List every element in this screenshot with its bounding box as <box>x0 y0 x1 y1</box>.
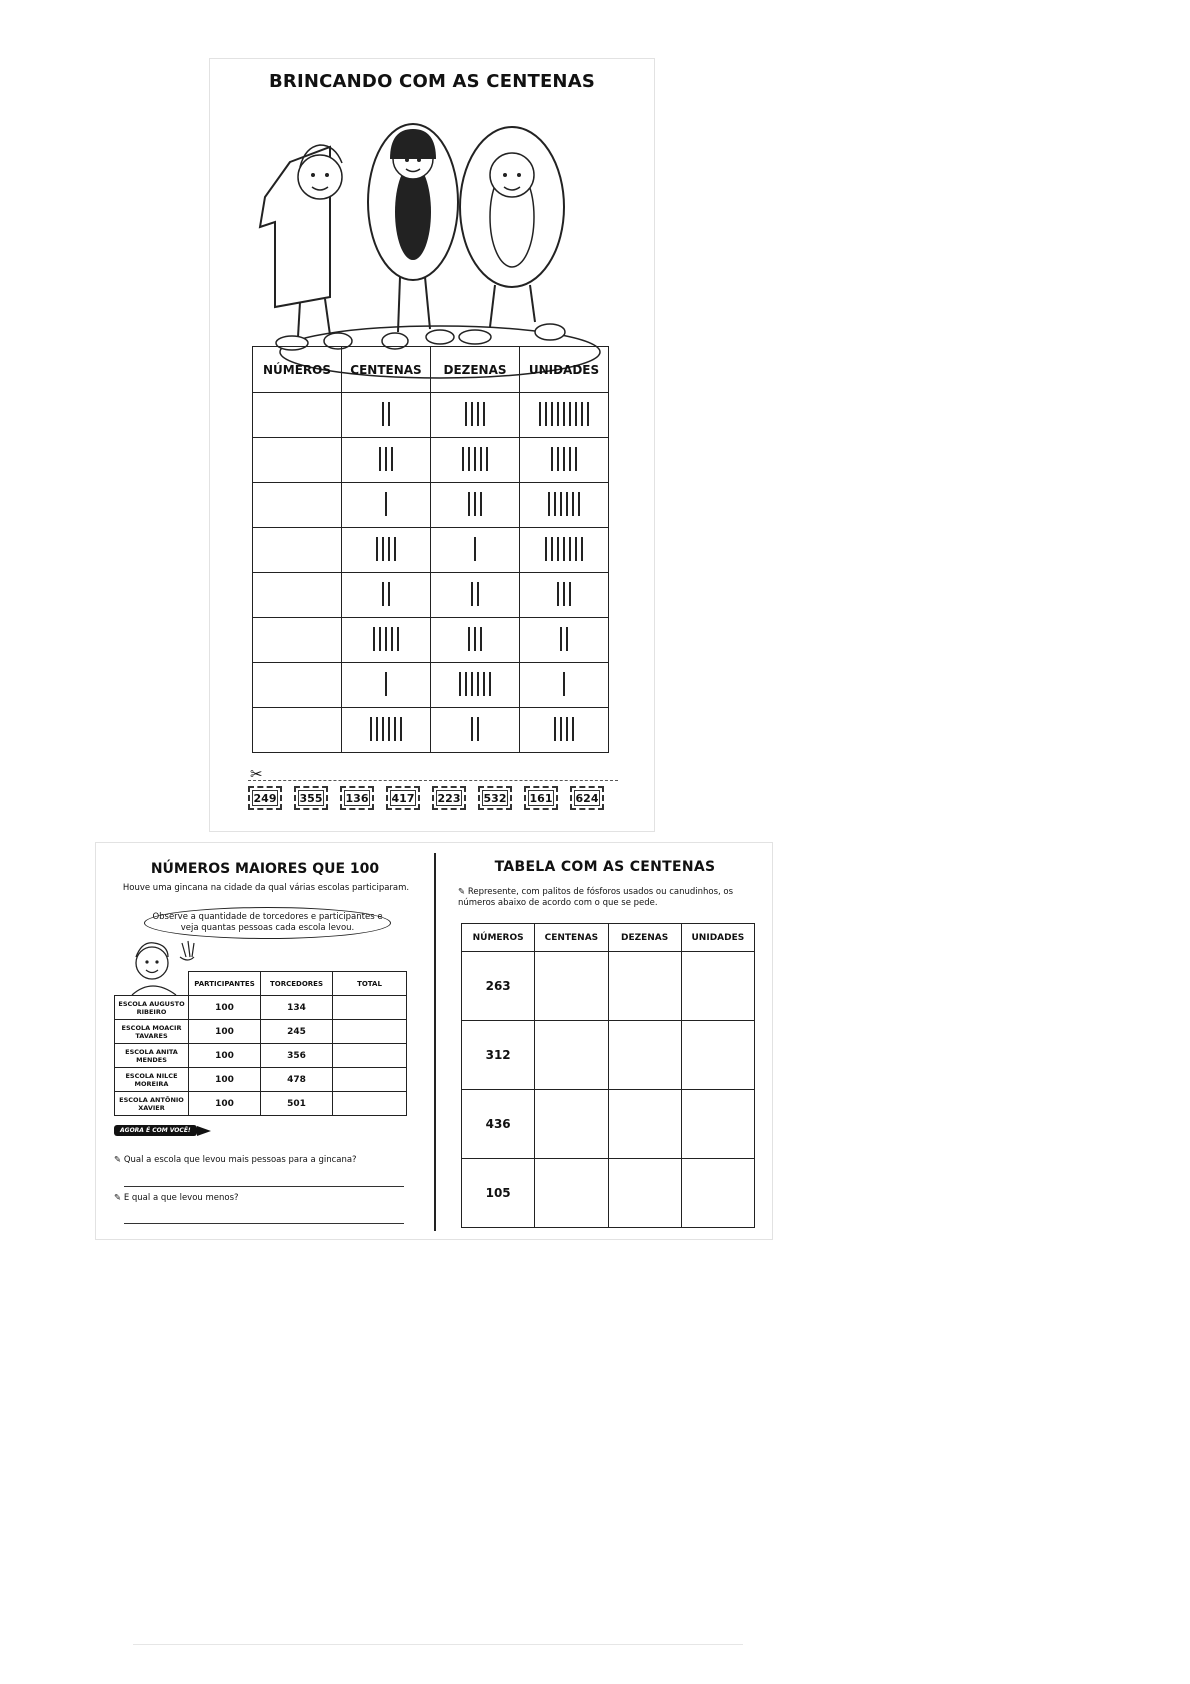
tally-marks <box>468 491 482 517</box>
tally-mark <box>477 672 479 696</box>
tally-mark <box>569 402 571 426</box>
dezenas-tally-cell <box>431 393 520 438</box>
table-row <box>115 1044 407 1068</box>
tally-mark <box>471 402 473 426</box>
table-row <box>253 483 609 528</box>
total-answer-cell[interactable] <box>333 1092 407 1116</box>
header-centenas: CENTENAS <box>535 924 608 952</box>
torcedores-value: 134 <box>261 996 333 1020</box>
number-card[interactable]: 136 <box>340 786 374 810</box>
tally-mark <box>477 582 479 606</box>
tally-mark <box>569 537 571 561</box>
tally-marks <box>370 716 402 742</box>
tally-mark <box>563 402 565 426</box>
tally-mark <box>385 492 387 516</box>
tally-table <box>252 346 609 753</box>
centenas-answer-cell[interactable] <box>535 1021 608 1090</box>
total-answer-cell[interactable] <box>333 1044 407 1068</box>
dezenas-answer-cell[interactable] <box>608 952 681 1021</box>
tally-mark <box>545 537 547 561</box>
left-intro: Houve uma gincana na cidade da qual várias escolas participaram. <box>122 883 410 893</box>
tally-mark <box>483 672 485 696</box>
table-row <box>253 393 609 438</box>
dezenas-answer-cell[interactable] <box>608 1159 681 1228</box>
tally-mark <box>382 402 384 426</box>
tally-mark <box>551 537 553 561</box>
number-answer-cell[interactable] <box>253 573 342 618</box>
tally-mark <box>554 492 556 516</box>
tally-mark <box>376 717 378 741</box>
tally-mark <box>560 717 562 741</box>
tally-mark <box>569 447 571 471</box>
question-1 <box>114 1155 357 1165</box>
dezenas-tally-cell <box>431 528 520 573</box>
gincana-table <box>114 971 407 1116</box>
tally-mark <box>563 447 565 471</box>
tally-mark <box>569 582 571 606</box>
header-total: TOTAL <box>333 972 407 996</box>
pencil-icon: ✎ <box>458 887 466 897</box>
header-unidades: UNIDADES <box>520 347 609 393</box>
tally-marks <box>385 671 387 697</box>
tally-mark <box>376 537 378 561</box>
number-value: 312 <box>462 1021 535 1090</box>
total-answer-cell[interactable] <box>333 1068 407 1092</box>
right-instructions-text: Represente, com palitos de fósforos usados ou canudinhos, os números abaixo de acordo com o que se pede. <box>458 887 734 908</box>
header-unidades: UNIDADES <box>681 924 754 952</box>
table-row <box>462 1090 755 1159</box>
number-answer-cell[interactable] <box>253 438 342 483</box>
dezenas-answer-cell[interactable] <box>608 1021 681 1090</box>
tally-mark <box>382 582 384 606</box>
tally-marks <box>459 671 491 697</box>
tally-mark <box>551 402 553 426</box>
unidades-tally-cell <box>520 528 609 573</box>
tally-mark <box>480 627 482 651</box>
number-card[interactable]: 417 <box>386 786 420 810</box>
tally-marks <box>548 491 580 517</box>
centenas-tally-cell <box>342 528 431 573</box>
centenas-tally-cell <box>342 573 431 618</box>
torcedores-value: 478 <box>261 1068 333 1092</box>
tally-mark <box>465 402 467 426</box>
header-numeros: NÚMEROS <box>462 924 535 952</box>
unidades-tally-cell <box>520 618 609 663</box>
header-centenas: CENTENAS <box>342 347 431 393</box>
tally-mark <box>468 492 470 516</box>
table-row <box>115 1092 407 1116</box>
answer-line-1[interactable] <box>124 1186 404 1187</box>
unidades-tally-cell <box>520 438 609 483</box>
speech-bubble: Observe a quantidade de torcedores e participantes e veja quantas pessoas cada escola levou. <box>144 907 391 939</box>
total-answer-cell[interactable] <box>333 1020 407 1044</box>
tally-marks <box>539 401 589 427</box>
tally-mark <box>397 627 399 651</box>
table-row <box>462 1159 755 1228</box>
school-name: ESCOLA ANTÔNIO XAVIER <box>115 1092 189 1116</box>
number-answer-cell[interactable] <box>253 528 342 573</box>
question-2 <box>114 1193 239 1203</box>
tally-mark <box>545 402 547 426</box>
unidades-answer-cell[interactable] <box>681 1159 754 1228</box>
torcedores-value: 501 <box>261 1092 333 1116</box>
tally-marks <box>557 581 571 607</box>
tally-mark <box>560 627 562 651</box>
tally-mark <box>560 492 562 516</box>
table-row <box>253 618 609 663</box>
number-card[interactable]: 223 <box>432 786 466 810</box>
tally-mark <box>572 717 574 741</box>
your-turn-banner <box>114 1125 211 1136</box>
centenas-answer-cell[interactable] <box>535 1090 608 1159</box>
tally-mark <box>385 672 387 696</box>
header-torcedores: TORCEDORES <box>261 972 333 996</box>
tally-mark <box>566 627 568 651</box>
school-name: ESCOLA NILCE MOREIRA <box>115 1068 189 1092</box>
worksheet-title: BRINCANDO COM AS CENTENAS <box>268 71 595 92</box>
total-answer-cell[interactable] <box>333 996 407 1020</box>
tally-mark <box>394 537 396 561</box>
dezenas-answer-cell[interactable] <box>608 1090 681 1159</box>
number-answer-cell[interactable] <box>253 708 342 753</box>
centenas-table <box>461 923 755 1228</box>
tally-mark <box>471 672 473 696</box>
school-name: ESCOLA ANITA MENDES <box>115 1044 189 1068</box>
participantes-value: 100 <box>189 1092 261 1116</box>
worksheet-brincando-com-as-centenas <box>209 58 655 832</box>
unidades-tally-cell <box>520 483 609 528</box>
tally-mark <box>468 627 470 651</box>
school-name: ESCOLA MOACIR TAVARES <box>115 1020 189 1044</box>
tally-mark <box>474 537 476 561</box>
tally-mark <box>581 537 583 561</box>
header-dezenas: DEZENAS <box>431 347 520 393</box>
tally-mark <box>388 537 390 561</box>
tally-marks <box>471 716 479 742</box>
tally-mark <box>474 492 476 516</box>
cut-line <box>248 780 618 781</box>
number-card[interactable]: 249 <box>248 786 282 810</box>
tally-mark <box>489 672 491 696</box>
centenas-answer-cell[interactable] <box>535 952 608 1021</box>
tally-marks <box>545 536 583 562</box>
tally-mark <box>477 717 479 741</box>
centenas-tally-cell <box>342 663 431 708</box>
blank-corner <box>115 972 189 996</box>
unidades-tally-cell <box>520 708 609 753</box>
number-card[interactable]: 624 <box>570 786 604 810</box>
tally-mark <box>394 717 396 741</box>
tally-mark <box>471 582 473 606</box>
pencil-arrow-icon <box>197 1126 211 1136</box>
centenas-tally-cell <box>342 393 431 438</box>
question-1-text: Qual a escola que levou mais pessoas para a gincana? <box>123 1155 357 1165</box>
tally-mark <box>391 627 393 651</box>
tally-mark <box>382 537 384 561</box>
tally-mark <box>486 447 488 471</box>
centenas-tally-cell <box>342 708 431 753</box>
tally-marks <box>376 536 396 562</box>
tally-mark <box>578 492 580 516</box>
tally-mark <box>563 582 565 606</box>
tally-marks <box>385 491 387 517</box>
tally-marks <box>563 671 565 697</box>
tally-mark <box>480 492 482 516</box>
number-card[interactable]: 355 <box>294 786 328 810</box>
unidades-answer-cell[interactable] <box>681 952 754 1021</box>
torcedores-value: 245 <box>261 1020 333 1044</box>
tally-mark <box>379 627 381 651</box>
right-title: TABELA COM AS CENTENAS <box>494 859 716 875</box>
tally-mark <box>587 402 589 426</box>
tally-mark <box>572 492 574 516</box>
tally-mark <box>563 672 565 696</box>
tally-mark <box>575 537 577 561</box>
pencil-icon: ✎ <box>114 1155 122 1165</box>
table-row <box>115 1020 407 1044</box>
tally-mark <box>483 402 485 426</box>
tally-marks <box>382 401 390 427</box>
header-participantes: PARTICIPANTES <box>189 972 261 996</box>
number-cards <box>248 786 604 810</box>
participantes-value: 100 <box>189 996 261 1020</box>
tally-mark <box>465 672 467 696</box>
left-title: NÚMEROS MAIORES QUE 100 <box>150 861 380 877</box>
tally-mark <box>388 582 390 606</box>
tally-mark <box>468 447 470 471</box>
kids-holding-100-illustration <box>250 97 620 387</box>
tally-mark <box>459 672 461 696</box>
table-row <box>253 528 609 573</box>
tally-mark <box>474 627 476 651</box>
tally-marks <box>554 716 574 742</box>
tally-mark <box>557 402 559 426</box>
tally-mark <box>462 447 464 471</box>
table-row <box>253 573 609 618</box>
column-divider <box>434 853 436 1231</box>
tally-mark <box>400 717 402 741</box>
unidades-tally-cell <box>520 663 609 708</box>
tally-mark <box>480 447 482 471</box>
header-dezenas: DEZENAS <box>608 924 681 952</box>
right-instructions <box>458 887 758 909</box>
tally-mark <box>385 447 387 471</box>
unidades-tally-cell <box>520 573 609 618</box>
tally-marks <box>468 626 482 652</box>
tally-marks <box>551 446 577 472</box>
tally-mark <box>373 627 375 651</box>
table-row <box>462 952 755 1021</box>
tally-mark <box>563 537 565 561</box>
tally-mark <box>575 447 577 471</box>
tally-marks <box>474 536 476 562</box>
tally-marks <box>382 581 390 607</box>
pencil-icon: ✎ <box>114 1193 122 1203</box>
tally-mark <box>388 402 390 426</box>
tally-mark <box>370 717 372 741</box>
unidades-answer-cell[interactable] <box>681 1090 754 1159</box>
tally-mark <box>575 402 577 426</box>
tally-marks <box>465 401 485 427</box>
dezenas-tally-cell <box>431 573 520 618</box>
number-value: 105 <box>462 1159 535 1228</box>
table-row <box>115 1068 407 1092</box>
tally-mark <box>388 717 390 741</box>
participantes-value: 100 <box>189 1020 261 1044</box>
tally-mark <box>557 447 559 471</box>
tally-marks <box>373 626 399 652</box>
tally-mark <box>539 402 541 426</box>
tally-mark <box>474 447 476 471</box>
tally-marks <box>560 626 568 652</box>
number-answer-cell[interactable] <box>253 663 342 708</box>
centenas-tally-cell <box>342 618 431 663</box>
tally-mark <box>554 717 556 741</box>
tally-mark <box>551 447 553 471</box>
answer-line-2[interactable] <box>124 1223 404 1224</box>
header-numeros: NÚMEROS <box>253 347 342 393</box>
dezenas-tally-cell <box>431 438 520 483</box>
tally-mark <box>379 447 381 471</box>
table-row <box>253 708 609 753</box>
tally-mark <box>385 627 387 651</box>
tally-mark <box>566 717 568 741</box>
table-row <box>253 663 609 708</box>
school-name: ESCOLA AUGUSTO RIBEIRO <box>115 996 189 1020</box>
page-footer-rule <box>133 1644 743 1645</box>
number-answer-cell[interactable] <box>253 483 342 528</box>
tally-mark <box>566 492 568 516</box>
tally-mark <box>557 582 559 606</box>
dezenas-tally-cell <box>431 708 520 753</box>
participantes-value: 100 <box>189 1068 261 1092</box>
unidades-tally-cell <box>520 393 609 438</box>
tally-mark <box>382 717 384 741</box>
centenas-answer-cell[interactable] <box>535 1159 608 1228</box>
number-answer-cell[interactable] <box>253 618 342 663</box>
table-row <box>462 1021 755 1090</box>
your-turn-label: AGORA É COM VOCÊ! <box>114 1125 197 1136</box>
tally-marks <box>379 446 393 472</box>
tally-mark <box>557 537 559 561</box>
dezenas-tally-cell <box>431 483 520 528</box>
dezenas-tally-cell <box>431 618 520 663</box>
tally-mark <box>471 717 473 741</box>
worksheet-numeros-maiores-que-100 <box>95 842 773 1240</box>
centenas-tally-cell <box>342 483 431 528</box>
number-card[interactable]: 532 <box>478 786 512 810</box>
question-2-text: E qual a que levou menos? <box>123 1193 239 1203</box>
dezenas-tally-cell <box>431 663 520 708</box>
number-answer-cell[interactable] <box>253 393 342 438</box>
tally-mark <box>391 447 393 471</box>
participantes-value: 100 <box>189 1044 261 1068</box>
scissors-icon: ✂ <box>250 765 263 783</box>
number-value: 436 <box>462 1090 535 1159</box>
unidades-answer-cell[interactable] <box>681 1021 754 1090</box>
tally-mark <box>477 402 479 426</box>
table-row <box>115 996 407 1020</box>
number-value: 263 <box>462 952 535 1021</box>
tally-mark <box>548 492 550 516</box>
tally-marks <box>471 581 479 607</box>
tally-mark <box>581 402 583 426</box>
centenas-tally-cell <box>342 438 431 483</box>
torcedores-value: 356 <box>261 1044 333 1068</box>
number-card[interactable]: 161 <box>524 786 558 810</box>
tally-marks <box>462 446 488 472</box>
table-row <box>253 438 609 483</box>
